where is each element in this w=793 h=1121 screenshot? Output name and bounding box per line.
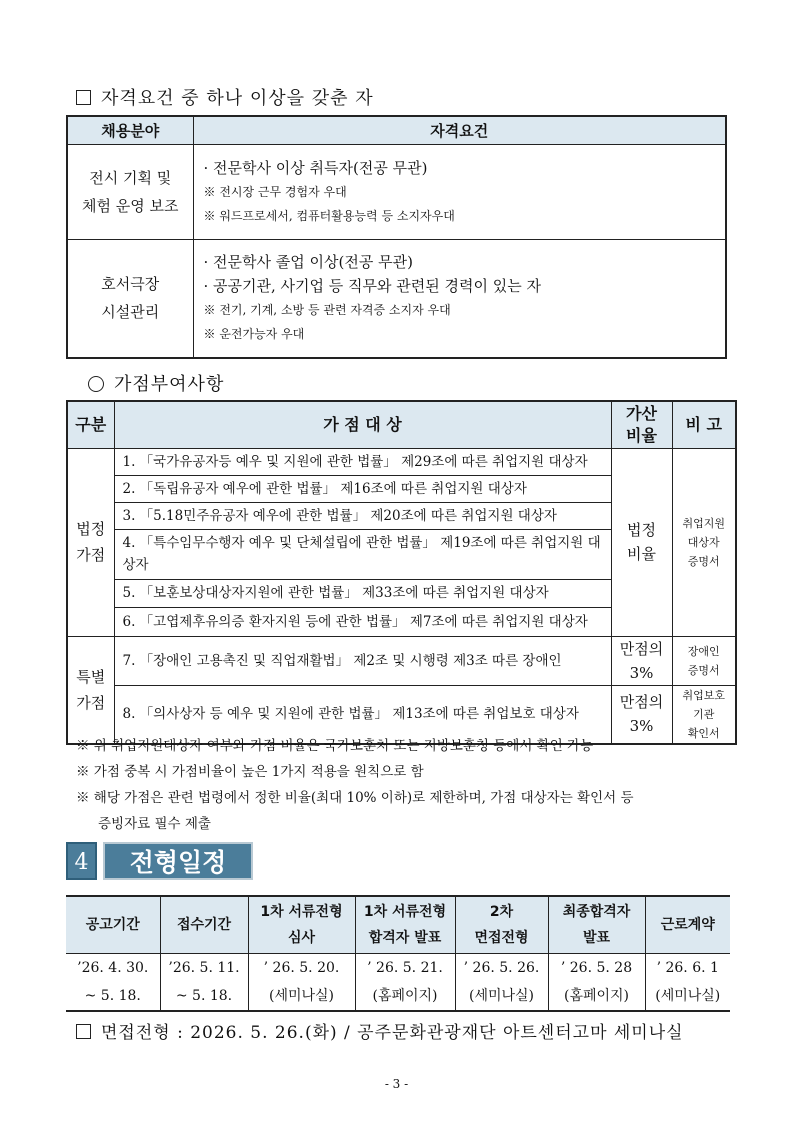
bonus-item: 8. 「의사상자 등 예우 및 지원에 관한 법률」 제13조에 따른 취업보호 대상자 (114, 685, 611, 744)
header-text: 면접전형 (474, 929, 529, 946)
value-text: ’ 26. 6. 1 (656, 959, 719, 976)
rate-text: 만점의 (619, 639, 664, 658)
header-text: 합격자 발표 (368, 929, 442, 946)
bonus-item: 4. 「특수임무수행자 예우 및 단체설립에 관한 법률」 제19조에 따른 취업지원 대상자 (114, 529, 611, 579)
bonus-table (66, 400, 737, 745)
schedule-header (645, 896, 730, 953)
schedule-header (548, 896, 645, 953)
value-text: (세미나실) (468, 987, 535, 1004)
table-row (67, 239, 726, 358)
section-title: 전형일정 (103, 842, 253, 880)
value-text: ’ 26. 5. 26. (463, 959, 540, 976)
value-text: ’26. 5. 11. (168, 959, 240, 976)
header-text: 비율 (626, 425, 657, 445)
note-line: ※ 위 취업지원대상자 여부와 가점 비율은 국가보훈처 또는 지방보훈청 등에서 확인 가능 (76, 738, 594, 754)
header-text: 가산 (626, 403, 657, 423)
header-requirements: 자격요건 (193, 116, 726, 144)
header-field: 채용분야 (67, 116, 193, 144)
note-line: ※ 해당 가점은 관련 법령에서 정한 비율(최대 10% 이하)로 제한하며, 가점 대상자는 확인서 등 (76, 790, 634, 806)
note-text: 기관 (693, 707, 715, 721)
value-text: ’ 26. 5. 21. (367, 959, 443, 976)
rate-cell (611, 636, 672, 685)
header-category: 구분 (67, 401, 114, 448)
circle-icon (88, 376, 104, 392)
schedule-value (548, 953, 645, 1011)
field-text: 시설관리 (101, 303, 160, 322)
note-cell (672, 636, 736, 685)
rate-text: 3% (629, 663, 654, 682)
note-text: 장애인 (687, 644, 720, 658)
note-cell (672, 448, 736, 636)
field-cell (67, 239, 193, 358)
requirement-note: ※ 워드프로세서, 컴퓨터활용능력 등 소지자우대 (203, 208, 455, 223)
value-text: (홈페이지) (563, 987, 630, 1004)
requirement: · 전문학사 이상 취득자(전공 무관) (203, 158, 428, 177)
checkbox-square-icon (76, 1024, 91, 1039)
header-text: 근로계약 (660, 916, 715, 933)
schedule-value (66, 953, 160, 1011)
header-target: 가 점 대 상 (114, 401, 611, 448)
schedule-header (248, 896, 355, 953)
value-text: ’26. 4. 30. (77, 959, 149, 976)
header-text: 심사 (287, 929, 316, 946)
header-note: 비 고 (672, 401, 736, 448)
category-cell (67, 448, 114, 636)
field-text: 전시 기획 및 (89, 168, 172, 187)
schedule-value (355, 953, 455, 1011)
field-cell (67, 144, 193, 239)
category-text: 가점 (76, 693, 106, 712)
category-text: 법정 (76, 520, 106, 538)
schedule-header (455, 896, 548, 953)
value-text: ~ 5. 18. (175, 987, 233, 1004)
header-text: 발표 (582, 929, 611, 946)
category-text: 가점 (76, 546, 106, 564)
requirement: · 공공기관, 사기업 등 직무와 관련된 경력이 있는 자 (203, 277, 541, 296)
rate-cell (611, 448, 672, 636)
section-number: 4 (66, 842, 97, 880)
note-line: 증빙자료 필수 제출 (98, 816, 211, 832)
note-text: 취업보호 (682, 688, 725, 702)
header-text: 2차 (489, 903, 514, 920)
note-text: 취업지원 (682, 516, 725, 530)
schedule-value (248, 953, 355, 1011)
header-text: 최종합격자 (562, 903, 631, 920)
table-row (67, 448, 736, 475)
requirement: · 전문학사 졸업 이상(전공 무관) (203, 253, 413, 272)
field-text: 체험 운영 보조 (82, 196, 179, 215)
note-text: 대상자 (687, 535, 720, 549)
bonus-item: 7. 「장애인 고용촉진 및 직업재활법」 제2조 및 시행령 제3조 따른 장애인 (114, 636, 611, 685)
value-text: ~ 5. 18. (84, 987, 141, 1004)
bonus-heading (88, 370, 224, 396)
rate-text: 법정 (627, 521, 656, 539)
schedule-header (355, 896, 455, 953)
header-rate (611, 401, 672, 448)
heading-text: 가점부여사항 (114, 374, 225, 395)
rate-text: 만점의 (619, 693, 664, 711)
value-text: ’ 26. 5. 28 (560, 959, 633, 976)
note-text: 확인서 (687, 726, 720, 740)
value-text: (세미나실) (655, 987, 721, 1004)
rate-text: 비율 (627, 545, 656, 563)
qualification-heading (76, 84, 374, 110)
rate-text: 3% (629, 717, 654, 735)
table-row (67, 636, 736, 685)
value-text: ’ 26. 5. 20. (263, 959, 340, 976)
requirements-cell (193, 239, 726, 358)
schedule-header (160, 896, 248, 953)
bonus-item: 2. 「독립유공자 예우에 관한 법률」 제16조에 따른 취업지원 대상자 (114, 475, 611, 502)
note-line: ※ 가점 중복 시 가점비율이 높은 1가지 적용을 원칙으로 함 (76, 764, 424, 780)
bonus-item: 6. 「고엽제후유의증 환자지원 등에 관한 법률」 제7조에 따른 취업지원 대상자 (114, 607, 611, 636)
value-text: (세미나실) (268, 987, 335, 1004)
requirement-note: ※ 전시장 근무 경험자 우대 (203, 184, 347, 199)
bonus-notes (76, 733, 736, 837)
value-text: (홈페이지) (372, 987, 438, 1004)
header-text: 1차 서류전형 (260, 903, 343, 920)
heading-text: 자격요건 중 하나 이상을 갖춘 자 (101, 88, 374, 109)
header-text: 공고기간 (85, 916, 140, 933)
schedule-value (645, 953, 730, 1011)
schedule-table (66, 895, 730, 1012)
checkbox-square-icon (76, 90, 91, 105)
header-text: 1차 서류전형 (363, 903, 447, 920)
table-row (67, 144, 726, 239)
interview-info (76, 1018, 684, 1043)
requirements-cell (193, 144, 726, 239)
bonus-item: 3. 「5.18민주유공자 예우에 관한 법률」 제20조에 따른 취업지원 대상자 (114, 502, 611, 529)
category-text: 특별 (76, 667, 106, 686)
bonus-item: 1. 「국가유공자등 예우 및 지원에 관한 법률」 제29조에 따른 취업지원 대상자 (114, 448, 611, 475)
interview-text: 면접전형 : 2026. 5. 26.(화) / 공주문화관광재단 아트센터고마 세미나실 (101, 1023, 684, 1043)
bonus-item: 5. 「보훈보상대상자지원에 관한 법률」 제33조에 따른 취업지원 대상자 (114, 579, 611, 607)
note-text: 증명서 (687, 663, 720, 677)
requirement-note: ※ 운전가능자 우대 (203, 327, 305, 342)
requirement-note: ※ 전기, 기계, 소방 등 관련 자격증 소지자 우대 (203, 303, 451, 318)
page-number: - 3 - (384, 1077, 409, 1091)
note-text: 증명서 (687, 554, 720, 568)
schedule-value (160, 953, 248, 1011)
schedule-header (66, 896, 160, 953)
header-text: 접수기간 (176, 916, 232, 933)
qualification-table (66, 115, 727, 359)
field-text: 호서극장 (101, 275, 160, 294)
schedule-value (455, 953, 548, 1011)
category-cell (67, 636, 114, 744)
